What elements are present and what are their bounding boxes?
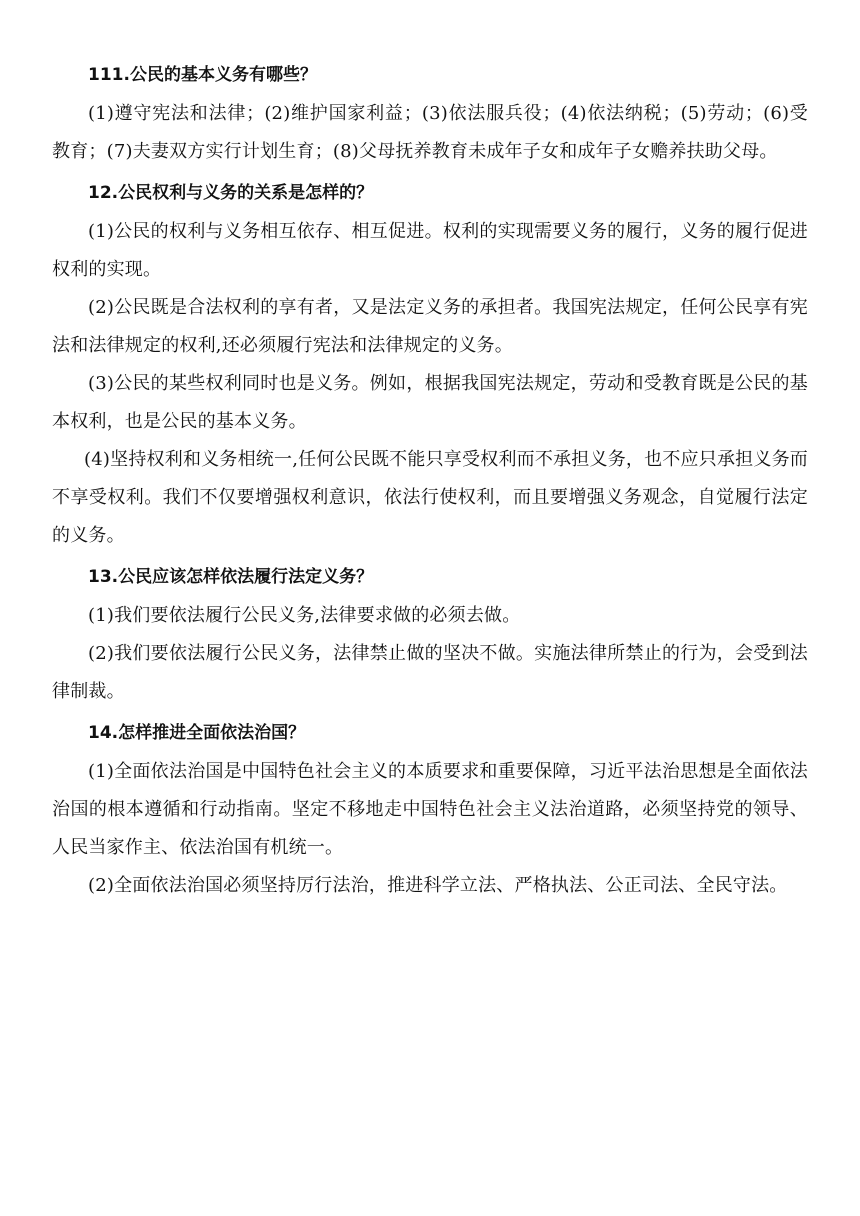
answer-paragraph: (1)我们要依法履行公民义务,法律要求做的必须去做。 <box>88 605 521 626</box>
answer-paragraph: (2)全面依法治国必须坚持厉行法治，推进科学立法、严格执法、公正司法、全民守法。 <box>88 875 788 896</box>
answer-paragraph: (1)公民的权利与义务相互依存、相互促进。权利的实现需要义务的履行，义务的履行促进权利的实现。 <box>52 221 808 280</box>
question-heading-12: 12.公民权利与义务的关系是怎样的？ <box>88 183 374 203</box>
question-heading-13: 13.公民应该怎样依法履行法定义务？ <box>88 567 374 587</box>
answer-paragraph: (1)全面依法治国是中国特色社会主义的本质要求和重要保障，习近平法治思想是全面依法治国的根本遵循和行动指南。坚定不移地走中国特色社会主义法治道路，必须坚持党的领导、人民当家作主、依法治国有机统一。 <box>52 761 808 858</box>
answer-paragraph: (2)公民既是合法权利的享有者，又是法定义务的承担者。我国宪法规定，任何公民享有宪法和法律规定的权利,还必须履行宪法和法律规定的义务。 <box>52 297 808 356</box>
answer-paragraph: (3)公民的某些权利同时也是义务。例如，根据我国宪法规定，劳动和受教育既是公民的基本权利，也是公民的基本义务。 <box>52 373 808 432</box>
answer-paragraph: (2)我们要依法履行公民义务，法律禁止做的坚决不做。实施法律所禁止的行为，会受到法律制裁。 <box>52 643 808 702</box>
question-heading-14: 14.怎样推进全面依法治国？ <box>88 723 306 743</box>
answer-paragraph: (4)坚持权利和义务相统一,任何公民既不能只享受权利而不承担义务，也不应只承担义务而不享受权利。我们不仅要增强权利意识，依法行使权利，而且要增强义务观念，自觉履行法定的义务。 <box>52 449 808 546</box>
question-heading-11: 111.公民的基本义务有哪些？ <box>88 65 317 85</box>
answer-paragraph: (1)遵守宪法和法律；(2)维护国家利益；(3)依法服兵役；(4)依法纳税；(5)劳动；(6)受教育；(7)夫妻双方实行计划生育；(8)父母抚养教育未成年子女和成年子女赡养扶助父母。 <box>52 103 808 162</box>
